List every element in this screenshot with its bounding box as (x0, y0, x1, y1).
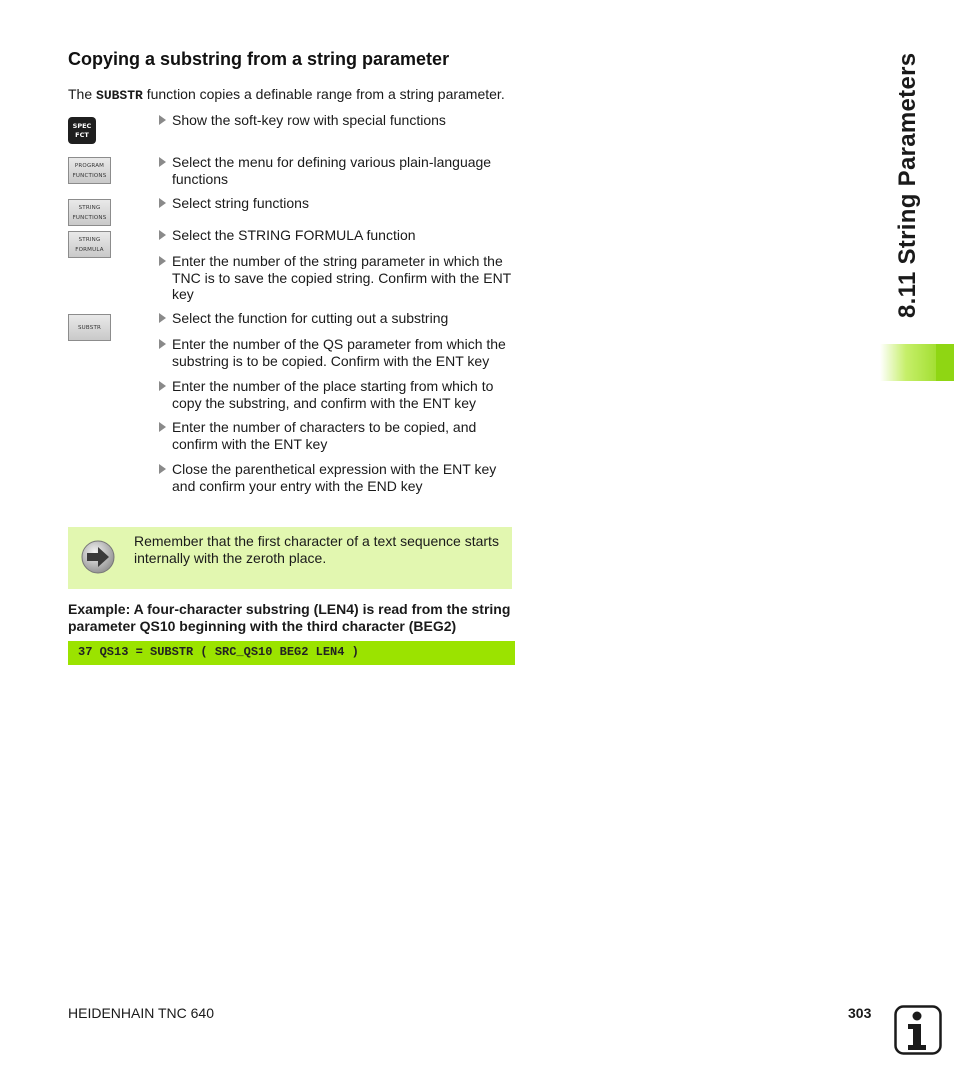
softkey-label-line2: FUNCTIONS (72, 172, 107, 179)
softkey-label: SUBSTR (77, 324, 102, 331)
footer-manual-name: HEIDENHAIN TNC 640 (68, 1005, 215, 1021)
bullet-arrow-icon (159, 157, 166, 167)
intro-paragraph (68, 86, 505, 103)
step-item: Select string functions (159, 195, 519, 212)
bullet-arrow-icon (159, 422, 166, 432)
intro-text-before: The (68, 86, 97, 102)
string-functions-softkey[interactable] (68, 199, 111, 226)
bullet-arrow-icon (159, 313, 166, 323)
substr-softkey[interactable] (68, 314, 111, 341)
chapter-side-title: 8.11 String Parameters (894, 52, 921, 318)
step-item: Show the soft-key row with special functions (159, 112, 519, 129)
softkey-label-line2: FORMULA (75, 246, 104, 253)
bullet-arrow-icon (159, 230, 166, 240)
bullet-arrow-icon (159, 339, 166, 349)
softkey-label-line1: PROGRAM (74, 162, 105, 169)
step-item: Select the menu for defining various plain-language functions (159, 154, 519, 187)
step-item: Close the parenthetical expression with the ENT key and confirm your entry with the END key (159, 461, 519, 494)
softkey-label-line2: FUNCTIONS (72, 214, 107, 221)
string-formula-softkey[interactable] (68, 231, 111, 258)
intro-text-after: function copies a definable range from a string parameter. (142, 86, 505, 102)
chapter-tab-bar (936, 344, 954, 381)
spec-fct-key[interactable] (68, 117, 96, 144)
bullet-arrow-icon (159, 115, 166, 125)
key-label-line1: SPEC (72, 121, 92, 130)
page-number: 303 (848, 1005, 872, 1021)
section-heading: Copying a substring from a string parameter (68, 49, 450, 69)
code-line: 37 QS13 = SUBSTR ( SRC_QS10 BEG2 LEN4 ) (78, 645, 359, 659)
substr-keyword: SUBSTR (96, 88, 143, 103)
code-block (68, 641, 515, 665)
key-label-line2: FCT (75, 130, 89, 139)
step-item: Select the STRING FORMULA function (159, 227, 519, 244)
bullet-arrow-icon (159, 256, 166, 266)
program-functions-softkey[interactable] (68, 157, 111, 184)
example-heading: Example: A four-character substring (LEN4) is read from the string parameter QS10 beginning with the third character (BEG2) (68, 601, 511, 634)
step-item: Enter the number of the string parameter in which the TNC is to save the copied string. Confirm with the ENT key (159, 253, 519, 303)
note-box (68, 527, 512, 589)
softkey-label-line1: STRING (78, 236, 101, 243)
step-item: Select the function for cutting out a substring (159, 310, 519, 327)
softkey-label-line1: STRING (78, 204, 101, 211)
arrow-right-icon (81, 540, 115, 574)
bullet-arrow-icon (159, 464, 166, 474)
info-icon (894, 1005, 942, 1055)
step-item: Enter the number of the place starting from which to copy the substring, and confirm with the ENT key (159, 378, 519, 411)
bullet-arrow-icon (159, 381, 166, 391)
note-text: Remember that the first character of a text sequence starts internally with the zeroth place. (134, 533, 499, 566)
step-item: Enter the number of characters to be copied, and confirm with the ENT key (159, 419, 519, 452)
bullet-arrow-icon (159, 198, 166, 208)
step-item: Enter the number of the QS parameter from which the substring is to be copied. Confirm with the ENT key (159, 336, 519, 369)
